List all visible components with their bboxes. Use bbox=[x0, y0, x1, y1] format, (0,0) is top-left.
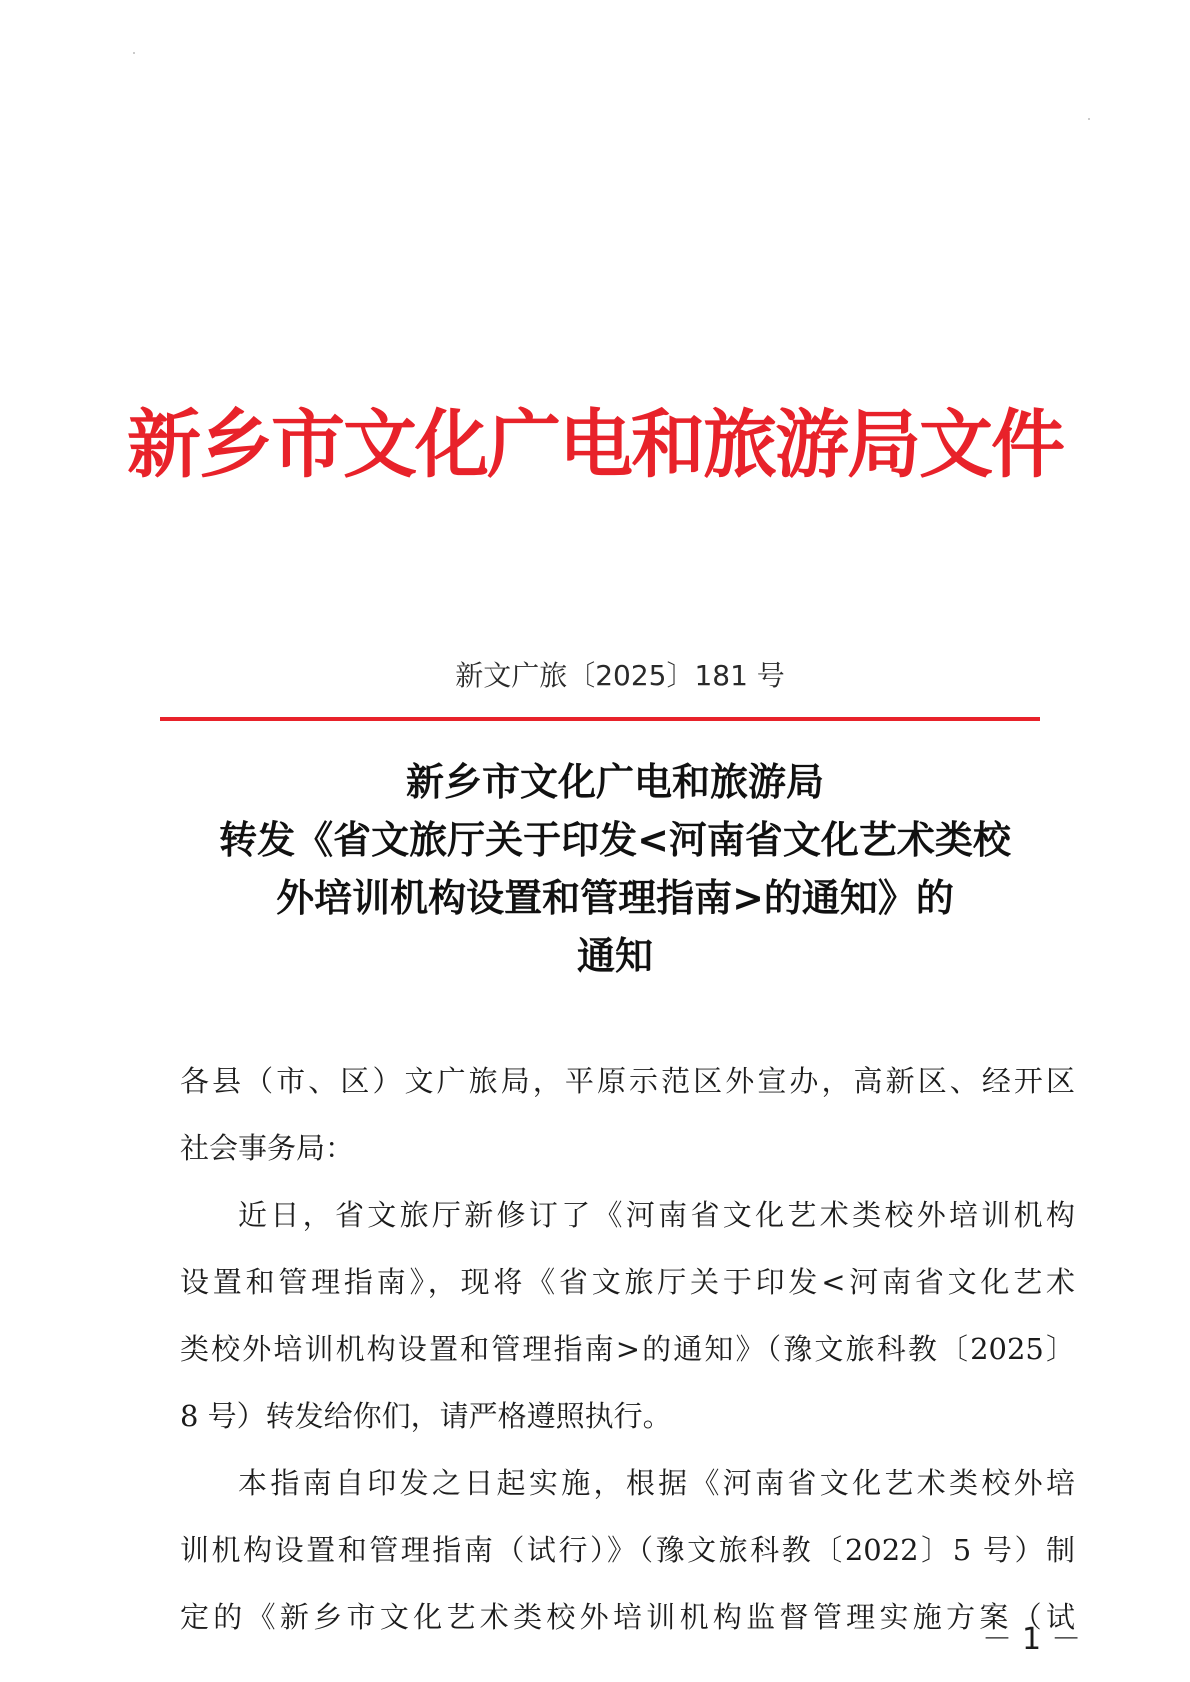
red-separator-rule bbox=[160, 717, 1040, 721]
title-line: 新乡市文化广电和旅游局 bbox=[405, 760, 824, 804]
document-body bbox=[180, 1048, 1075, 1651]
body-line: 近日，省文旅厅新修订了《河南省文化艺术类校外培训机构 bbox=[238, 1198, 1075, 1232]
body-line: 训机构设置和管理指南（试行）》（豫文旅科教〔2022〕5 号）制 bbox=[180, 1533, 1075, 1567]
title-line: 外培训机构设置和管理指南>的通知》的 bbox=[276, 876, 954, 920]
addressee-line: 各县（市、区）文广旅局，平原示范区外宣办，高新区、经开区 bbox=[180, 1064, 1075, 1098]
page-number: －1－ bbox=[982, 1622, 1092, 1657]
document-title bbox=[120, 753, 1110, 985]
issuing-authority-header: 新乡市文化广电和旅游局文件 bbox=[127, 402, 1063, 488]
title-line: 通知 bbox=[576, 934, 653, 978]
title-line: 转发《省文旅厅关于印发<河南省文化艺术类校 bbox=[219, 818, 1011, 862]
body-line: 本指南自印发之日起实施，根据《河南省文化艺术类校外培 bbox=[238, 1466, 1075, 1500]
addressee-line: 社会事务局： bbox=[180, 1131, 355, 1165]
scan-speck bbox=[133, 52, 135, 54]
body-line: 8 号）转发给你们，请严格遵照执行。 bbox=[180, 1399, 672, 1433]
body-line: 类校外培训机构设置和管理指南>的通知》（豫文旅科教〔2025〕 bbox=[180, 1332, 1075, 1366]
body-line: 定的《新乡市文化艺术类校外培训机构监督管理实施方案（试 bbox=[180, 1600, 1075, 1634]
body-line: 设置和管理指南》，现将《省文旅厅关于印发<河南省文化艺术 bbox=[180, 1265, 1075, 1299]
document-number: 新文广旅〔2025〕181 号 bbox=[455, 659, 785, 692]
scan-speck bbox=[1088, 118, 1090, 120]
